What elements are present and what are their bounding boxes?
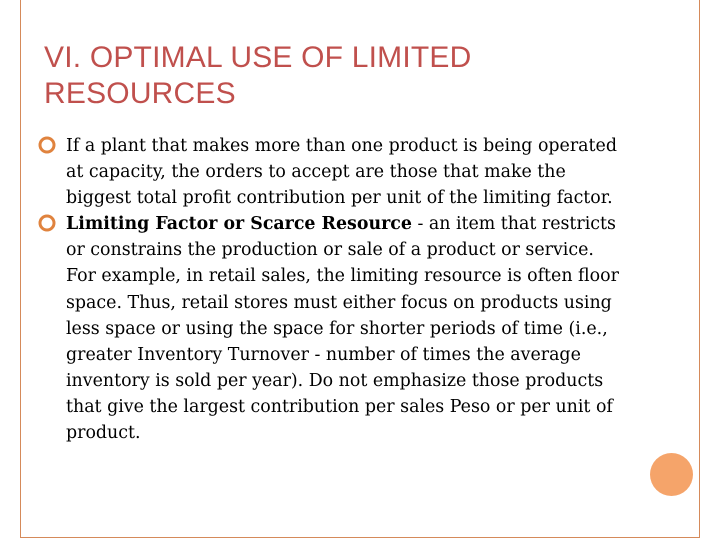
bullet-text: - an item that restricts or constrains the production or sale of a product or service. For example, in retail sales, the limiting resource is often floor space. Thus, retail stores must either focus on products using less space or using the space for shorter periods of time (i.e., greater Inventory Turnover - number of times the average inventory is sold per year). Do not emphasize those products that give the largest contribution per sales Peso or per unit of product. — [66, 214, 619, 444]
bullet-list — [38, 133, 626, 446]
decorative-circle — [650, 453, 693, 496]
bullet-item — [38, 133, 626, 211]
circle-bullet-icon — [38, 136, 56, 154]
bullet-item — [38, 211, 626, 446]
circle-bullet-icon — [38, 214, 56, 232]
bullet-term: Limiting Factor or Scarce Resource — [66, 214, 412, 235]
bullet-text: If a plant that makes more than one product is being operated at capacity, the orders to accept are those that make the biggest total profit contribution per unit of the limiting factor. — [66, 136, 617, 209]
slide-title-line-1: VI. OPTIMAL USE OF LIMITED — [44, 41, 472, 74]
slide-title-line-2: RESOURCES — [44, 77, 236, 110]
slide-title — [44, 40, 604, 112]
